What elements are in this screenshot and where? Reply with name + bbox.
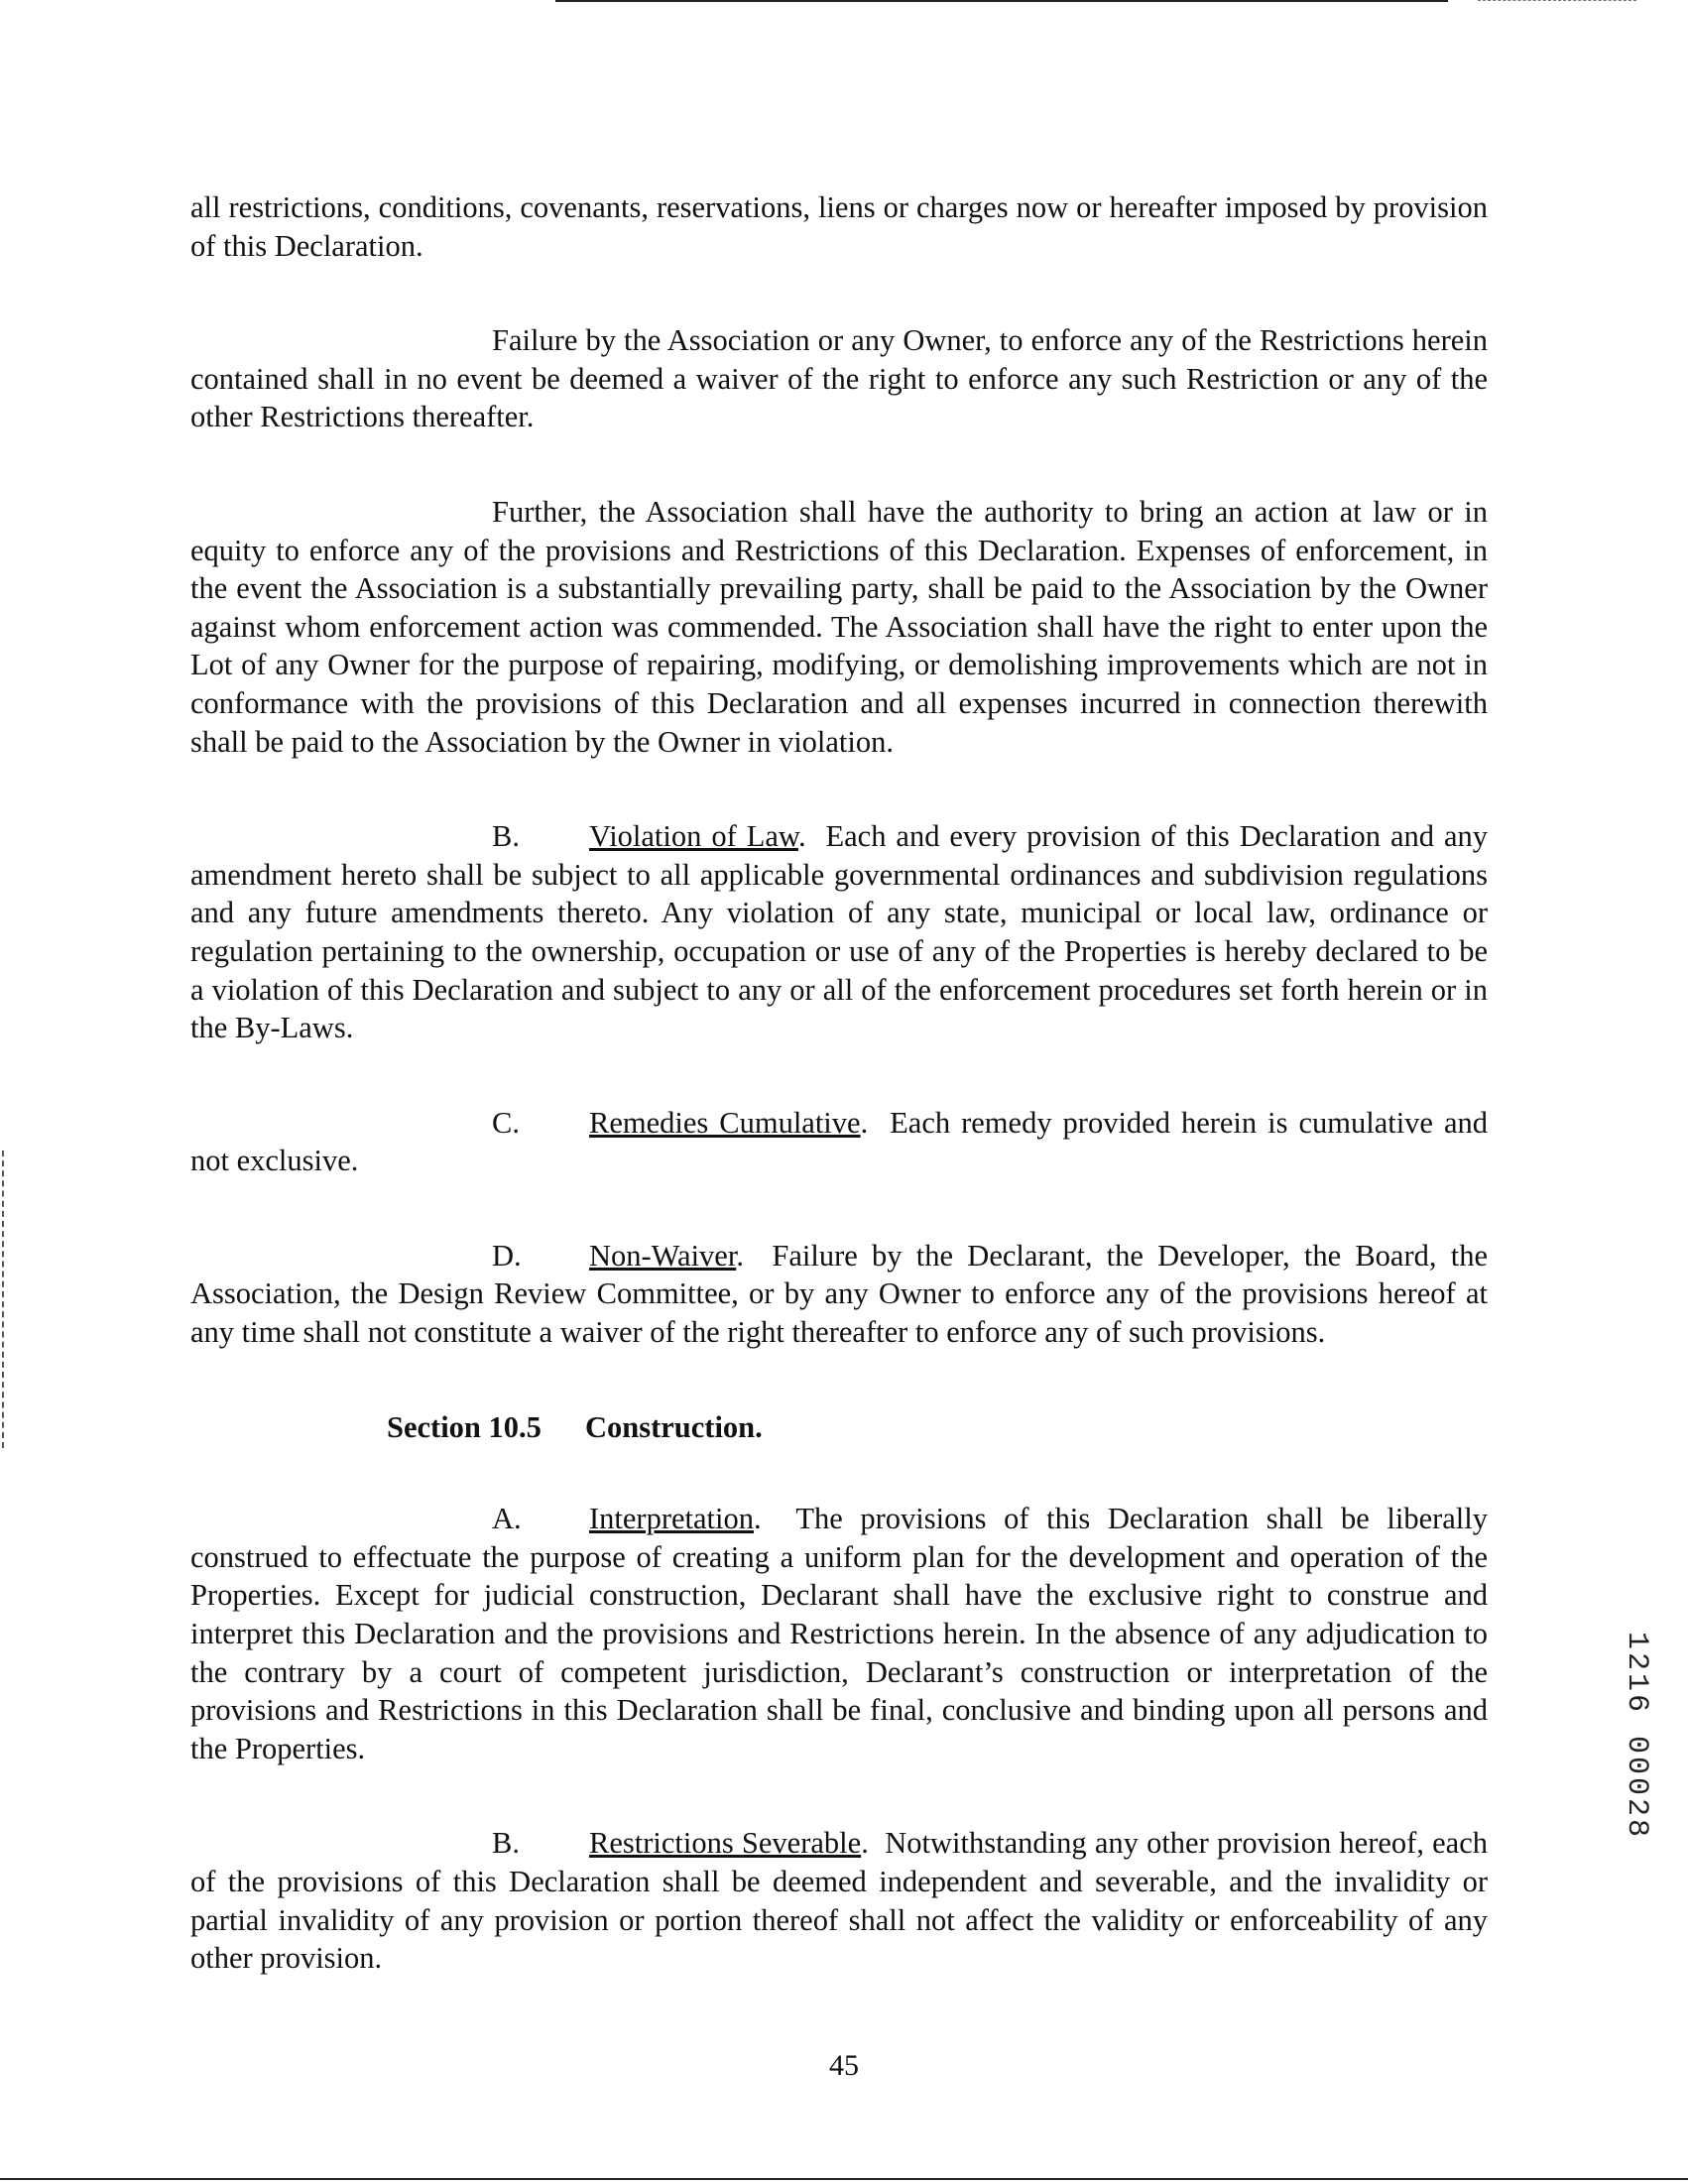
item-label: A. bbox=[492, 1502, 522, 1536]
item-label: D. bbox=[492, 1238, 522, 1273]
section-heading bbox=[190, 1408, 1488, 1447]
item-label: C. bbox=[492, 1105, 520, 1140]
item-body: Notwithstanding any other provision hereof, each of the provisions of this Declaration shall be deemed independent and severable, and the invalidity or partial invalidity of any provision or portion thereof shall not affect the validity or enforceability of any other provision. bbox=[190, 1826, 1489, 1976]
recording-stamp bbox=[1617, 1587, 1656, 1884]
item-restrictions-severable: B. Restrictions Severable. Notwithstanding any other provision hereof, each of the provisions of this Declaration shall be deemed independent and severable, and the invalidity or partial invalidity of any provision or portion thereof shall not affect the validity or enforceability of any other provision. bbox=[190, 1826, 1489, 1976]
paragraph-spacer bbox=[190, 1352, 1488, 1408]
paragraph-spacer bbox=[190, 1767, 1488, 1824]
item-body: The provisions of this Declaration shall be liberally construed to effectuate the purpose of creating a uniform plan for the development and operation of the Properties. Except for judicial construction, Declarant shall have the exclusive right to construe and interpret this Declaration and the provisions and Restrictions herein. In the absence of any adjudication to the contrary by a court of competent jurisdiction, Declarant’s construction or interpretation of the provisions and Restrictions in this Declaration shall be final, conclusive and binding upon all persons and the Properties. bbox=[190, 1502, 1488, 1765]
item-title: Remedies Cumulative bbox=[589, 1105, 861, 1140]
paragraph-spacer bbox=[190, 1047, 1488, 1104]
scan-edge-top bbox=[555, 0, 1448, 2]
scan-edge-bottom bbox=[0, 2178, 1688, 2180]
item-title: Violation of Law bbox=[589, 819, 798, 854]
item-title: Non-Waiver bbox=[589, 1238, 737, 1273]
paragraph-failure-to-enforce: Failure by the Association or any Owner, to enforce any of the Restrictions herein contained shall in no event be deemed a waiver of the right to enforce any such Restriction or any of the other Restrictions thereafter. bbox=[190, 323, 1488, 434]
page-number: 45 bbox=[829, 2049, 859, 2082]
item-body: Failure by the Declarant, the Developer, the Board, the Association, the Design Review Committee, or by any Owner to enforce any of the provisions hereof at any time shall not constitute a waiver of the right thereafter to enforce any of such provisions. bbox=[190, 1238, 1488, 1350]
item-title: Interpretation bbox=[589, 1502, 754, 1536]
item-non-waiver: D. Non-Waiver. Failure by the Declarant, the Developer, the Board, the Association, the Design Review Committee, or by any Owner to enforce any of the provisions hereof at any time shall not constitute a waiver of the right thereafter to enforce any of such provisions. bbox=[190, 1238, 1488, 1350]
item-violation-of-law: B. Violation of Law. Each and every provision of this Declaration and any amendment hereto shall be subject to all applicable governmental ordinances and subdivision regulations and any future amendments thereto. Any violation of any state, municipal or local law, ordinance or regulation pertaining to the ownership, occupation or use of any of the Properties is hereby declared to be a violation of this Declaration and subject to any or all of the enforcement procedures set forth herein or in the By-Laws. bbox=[190, 819, 1488, 1045]
section-title: Construction. bbox=[585, 1409, 763, 1444]
item-interpretation: A. Interpretation. The provisions of this Declaration shall be liberally construed to effectuate the purpose of creating a uniform plan for the development and operation of the Properties. Except for judicial construction, Declarant shall have the exclusive right to construe and interpret this Declaration and the provisions and Restrictions herein. In the absence of any adjudication to the contrary by a court of competent jurisdiction, Declarant’s construction or interpretation of the provisions and Restrictions in this Declaration shall be final, conclusive and binding upon all persons and the Properties. bbox=[190, 1502, 1488, 1765]
item-title: Restrictions Severable bbox=[589, 1826, 862, 1861]
paragraph-spacer bbox=[190, 265, 1488, 321]
scan-edge-left bbox=[2, 1151, 6, 1448]
scan-edge-top-right bbox=[1478, 0, 1636, 2]
item-body: Each and every provision of this Declaration and any amendment hereto shall be subject to all applicable governmental ordinances and subdivision regulations and any future amendments thereto. Any violation of any state, municipal or local law, ordinance or regulation pertaining to the ownership, occupation or use of any of the Properties is hereby declared to be a violation of this Declaration and subject to any or all of the enforcement procedures set forth herein or in the By-Laws. bbox=[190, 819, 1488, 1045]
paragraph-restrictions-continued: all restrictions, conditions, covenants, reservations, liens or charges now or hereafter imposed by provision of this Declaration. bbox=[190, 190, 1488, 263]
item-remedies-cumulative: C. Remedies Cumulative. Each remedy provided herein is cumulative and not exclusive. bbox=[190, 1105, 1488, 1178]
item-body: Each remedy provided herein is cumulative and not exclusive. bbox=[190, 1105, 1488, 1178]
item-label: B. bbox=[492, 819, 520, 854]
paragraph-spacer bbox=[190, 1180, 1488, 1237]
recording-stamp-text: 1216 00028 bbox=[1620, 1631, 1653, 1841]
paragraph-spacer bbox=[190, 1446, 1488, 1500]
paragraph-spacer bbox=[190, 761, 1488, 817]
paragraph-spacer bbox=[190, 436, 1488, 493]
item-label: B. bbox=[492, 1826, 520, 1861]
section-number: Section 10.5 bbox=[387, 1409, 542, 1444]
paragraph-association-authority: Further, the Association shall have the authority to bring an action at law or in equity to enforce any of the provisions and Restrictions of this Declaration. Expenses of enforcement, in the event the Association is a substantially prevailing party, shall be paid to the Association by the Owner against whom enforcement action was commended. The Association shall have the right to enter upon the Lot of any Owner for the purpose of repairing, modifying, or demolishing improvements which are not in conformance with the provisions of this Declaration and all expenses incurred in connection therewith shall be paid to the Association by the Owner in violation. bbox=[190, 494, 1488, 759]
document-page bbox=[190, 188, 1488, 1978]
